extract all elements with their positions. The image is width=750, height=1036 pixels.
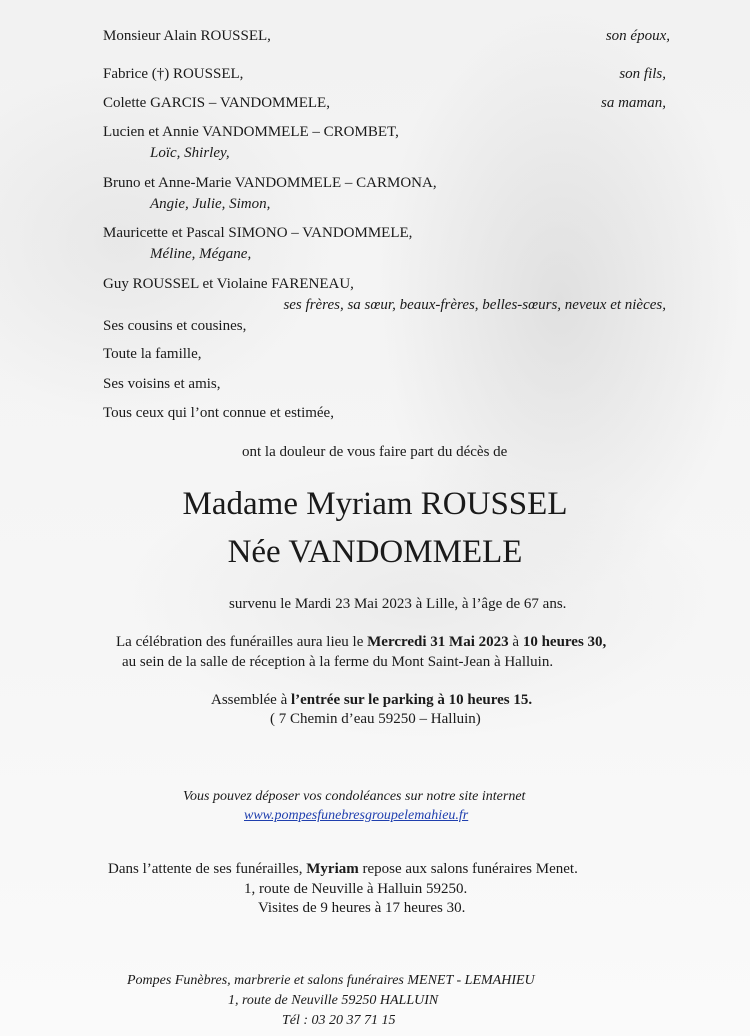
family-children-4: Loïc, Shirley, [150, 145, 230, 161]
assembly-address: ( 7 Chemin d’eau 59250 – Halluin) [270, 711, 481, 727]
family-relation-2: son fils, [619, 66, 666, 82]
others-1: Ses cousins et cousines, [103, 318, 247, 334]
ceremony-line-1: La célébration des funérailles aura lieu le Mercredi 31 Mai 2023 à 10 heures 30, [116, 634, 607, 650]
announcement: ont la douleur de vous faire part du décès de [242, 444, 508, 460]
rest-line-1: Dans l’attente de ses funérailles, Myriam repose aux salons funéraires Menet. [108, 861, 578, 877]
footer-phone: Tél : 03 20 37 71 15 [282, 1013, 396, 1028]
family-name-4: Lucien et Annie VANDOMMELE – CROMBET, [103, 124, 399, 140]
footer-company: Pompes Funèbres, marbrerie et salons funéraires MENET - LEMAHIEU [127, 973, 535, 988]
family-name-5: Bruno et Anne-Marie VANDOMMELE – CARMONA, [103, 175, 437, 191]
rest-hours: Visites de 9 heures à 17 heures 30. [258, 900, 466, 916]
family-relation-3: sa maman, [600, 95, 666, 111]
condolences-link[interactable]: www.pompesfunebresgroupelemahieu.fr [244, 808, 469, 823]
family-name-3: Colette GARCIS – VANDOMMELE, [103, 95, 330, 111]
assembly-bold: l’entrée sur le parking à 10 heures 15. [290, 692, 533, 708]
family-name-1: Monsieur Alain ROUSSEL, [103, 28, 271, 44]
others-4: Tous ceux qui l’ont connue et estimée, [103, 405, 334, 421]
condolences-text: Vous pouvez déposer vos condoléances sur notre site internet [183, 789, 526, 804]
footer-address: 1, route de Neuville 59250 HALLUIN [228, 993, 439, 1008]
family-name-7: Guy ROUSSEL et Violaine FARENEAU, [103, 276, 354, 292]
death-line: survenu le Mardi 23 Mai 2023 à Lille, à l’âge de 67 ans. [229, 596, 567, 612]
rest-address: 1, route de Neuville à Halluin 59250. [244, 881, 468, 897]
family-name-2: Fabrice (†) ROUSSEL, [103, 66, 244, 82]
family-name-6: Mauricette et Pascal SIMONO – VANDOMMELE, [103, 225, 413, 241]
rest-name: Myriam [306, 861, 359, 877]
family-children-6: Méline, Mégane, [150, 246, 252, 262]
assembly-line: Assemblée à l’entrée sur le parking à 10 heures 15. [211, 692, 533, 708]
siblings-note: ses frères, sa sœur, beaux-frères, belles-sœurs, neveux et nièces, [283, 297, 666, 313]
others-3: Ses voisins et amis, [103, 376, 221, 392]
others-2: Toute la famille, [103, 346, 202, 362]
ceremony-date: Mercredi 31 Mai 2023 [367, 634, 509, 650]
ceremony-line-2: au sein de la salle de réception à la ferme du Mont Saint-Jean à Halluin. [122, 654, 554, 670]
family-children-5: Angie, Julie, Simon, [150, 196, 271, 212]
deceased-maiden-name: Née VANDOMMELE [227, 534, 523, 570]
family-relation-1: son époux, [605, 28, 670, 44]
ceremony-time: 10 heures 30, [522, 634, 607, 650]
deceased-name: Madame Myriam ROUSSEL [182, 486, 568, 522]
